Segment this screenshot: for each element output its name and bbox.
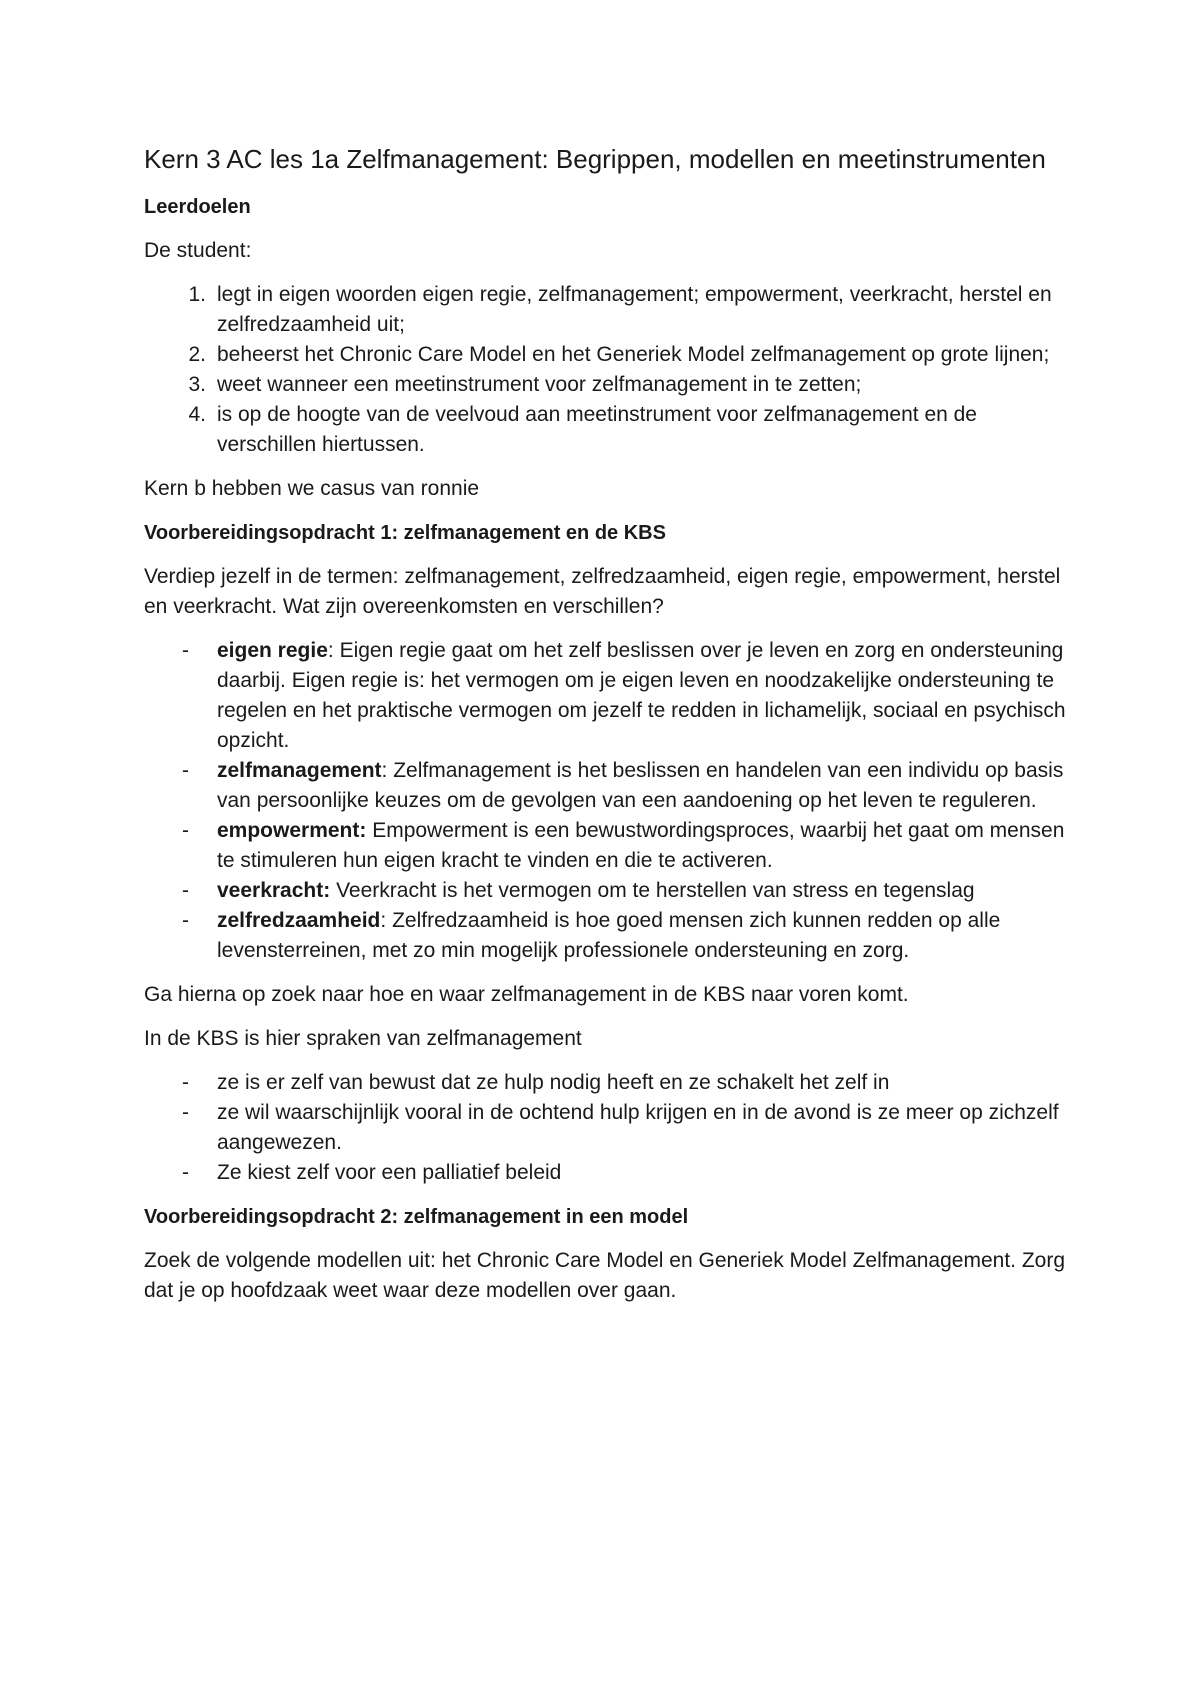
list-item [144, 340, 1074, 370]
definition-separator: : [327, 639, 334, 662]
kbs-points-list [144, 1068, 1074, 1188]
document-page [144, 140, 1074, 1320]
list-item [144, 400, 1074, 460]
document-title: Kern 3 AC les 1a Zelfmanagement: Begrippen, modellen en meetinstrumenten [144, 144, 1046, 174]
dash-bullet: - [182, 1071, 189, 1094]
list-number: 2. [188, 343, 206, 366]
definition-term: zelfmanagement [217, 759, 382, 782]
list-item-text: ze wil waarschijnlijk vooral in de ochtend hulp krijgen en in de avond is ze meer op zichzelf aangewezen. [217, 1101, 1059, 1154]
note-kern-b: Kern b hebben we casus van ronnie [144, 477, 480, 500]
definition-item [144, 906, 1074, 966]
definition-separator: : [380, 909, 387, 932]
list-item-text: weet wanneer een meetinstrument voor zelfmanagement in te zetten; [217, 373, 862, 396]
list-item-text: beheerst het Chronic Care Model en het Generiek Model zelfmanagement op grote lijnen; [217, 343, 1050, 366]
dash-bullet: - [182, 879, 189, 902]
list-number: 4. [188, 403, 206, 426]
definition-text: Veerkracht is het vermogen om te herstellen van stress en tegenslag [330, 879, 975, 902]
dash-bullet: - [182, 909, 189, 932]
heading-opdracht-1: Voorbereidingsopdracht 1: zelfmanagement en de KBS [144, 522, 666, 544]
list-item [144, 1068, 1074, 1098]
dash-bullet: - [182, 1101, 189, 1124]
definition-term: eigen regie [217, 639, 328, 662]
definition-term: empowerment: [217, 819, 367, 842]
definition-text: Eigen regie gaat om het zelf beslissen over je leven en zorg en ondersteuning daarbij. Eigen regie is: het vermogen om je eigen leven en noodzakelijke ondersteuning te regelen en het praktische vermogen om jezelf te redden in lichamelijk, sociaal en psychisch opzicht. [217, 639, 1066, 752]
dash-bullet: - [182, 819, 189, 842]
intro-text: De student: [144, 239, 252, 262]
definitions-list [144, 636, 1074, 966]
opdracht-1-text: Verdiep jezelf in de termen: zelfmanagement, zelfredzaamheid, eigen regie, empowerment, herstel en veerkracht. Wat zijn overeenkomsten en verschillen? [144, 565, 1061, 618]
heading-opdracht-2: Voorbereidingsopdracht 2: zelfmanagement in een model [144, 1206, 689, 1228]
definition-item [144, 756, 1074, 816]
opdracht-2-text: Zoek de volgende modellen uit: het Chronic Care Model en Generiek Model Zelfmanagement. Zorg dat je op hoofdzaak weet waar deze modellen over gaan. [144, 1249, 1065, 1302]
definition-item [144, 816, 1074, 876]
dash-bullet: - [182, 1161, 189, 1184]
definition-text: Zelfmanagement is het beslissen en handelen van een individu op basis van persoonlijke keuzes om de gevolgen van een aandoening op het leven te reguleren. [217, 759, 1064, 812]
list-item-text: ze is er zelf van bewust dat ze hulp nodig heeft en ze schakelt het zelf in [217, 1071, 890, 1094]
list-item [144, 280, 1074, 340]
list-item [144, 370, 1074, 400]
definition-term: veerkracht: [217, 879, 331, 902]
definition-item [144, 636, 1074, 756]
list-item [144, 1098, 1074, 1158]
definition-term: zelfredzaamheid [217, 909, 381, 932]
kbs-search-text: Ga hierna op zoek naar hoe en waar zelfmanagement in de KBS naar voren komt. [144, 983, 909, 1006]
definition-text: Zelfredzaamheid is hoe goed mensen zich kunnen redden op alle levensterreinen, met zo min mogelijk professionele ondersteuning en zorg. [217, 909, 1001, 962]
list-number: 3. [188, 373, 206, 396]
list-item [144, 1158, 1074, 1188]
list-item-text: legt in eigen woorden eigen regie, zelfmanagement; empowerment, veerkracht, herstel en zelfredzaamheid uit; [217, 283, 1052, 336]
kbs-intro-text: In de KBS is hier spraken van zelfmanagement [144, 1027, 582, 1050]
definition-item [144, 876, 1074, 906]
definition-text: Empowerment is een bewustwordingsproces, waarbij het gaat om mensen te stimuleren hun eigen kracht te vinden en die te activeren. [217, 819, 1065, 872]
definition-separator: : [381, 759, 388, 782]
dash-bullet: - [182, 759, 189, 782]
list-number: 1. [188, 283, 206, 306]
dash-bullet: - [182, 639, 189, 662]
objectives-list [144, 280, 1074, 460]
list-item-text: is op de hoogte van de veelvoud aan meetinstrument voor zelfmanagement en de verschillen hiertussen. [217, 403, 977, 456]
list-item-text: Ze kiest zelf voor een palliatief beleid [217, 1161, 562, 1184]
heading-leerdoelen: Leerdoelen [144, 196, 251, 218]
